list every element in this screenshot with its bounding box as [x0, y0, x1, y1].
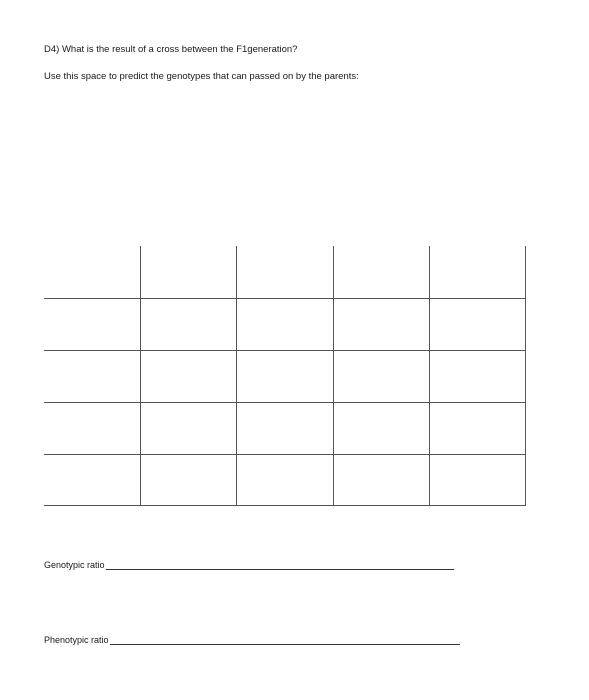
- genotypic-ratio-field[interactable]: [44, 560, 454, 571]
- phenotypic-ratio-label: Phenotypic ratio: [44, 635, 109, 645]
- instruction-text: Use this space to predict the genotypes that can passed on by the parents:: [44, 71, 359, 82]
- genotypic-ratio-label: Genotypic ratio: [44, 560, 105, 570]
- genotypic-ratio-answer-line[interactable]: [106, 569, 454, 570]
- phenotypic-ratio-field[interactable]: [44, 635, 460, 646]
- question-heading: D4) What is the result of a cross between the F1generation?: [44, 44, 298, 55]
- phenotypic-ratio-answer-line[interactable]: [110, 644, 460, 645]
